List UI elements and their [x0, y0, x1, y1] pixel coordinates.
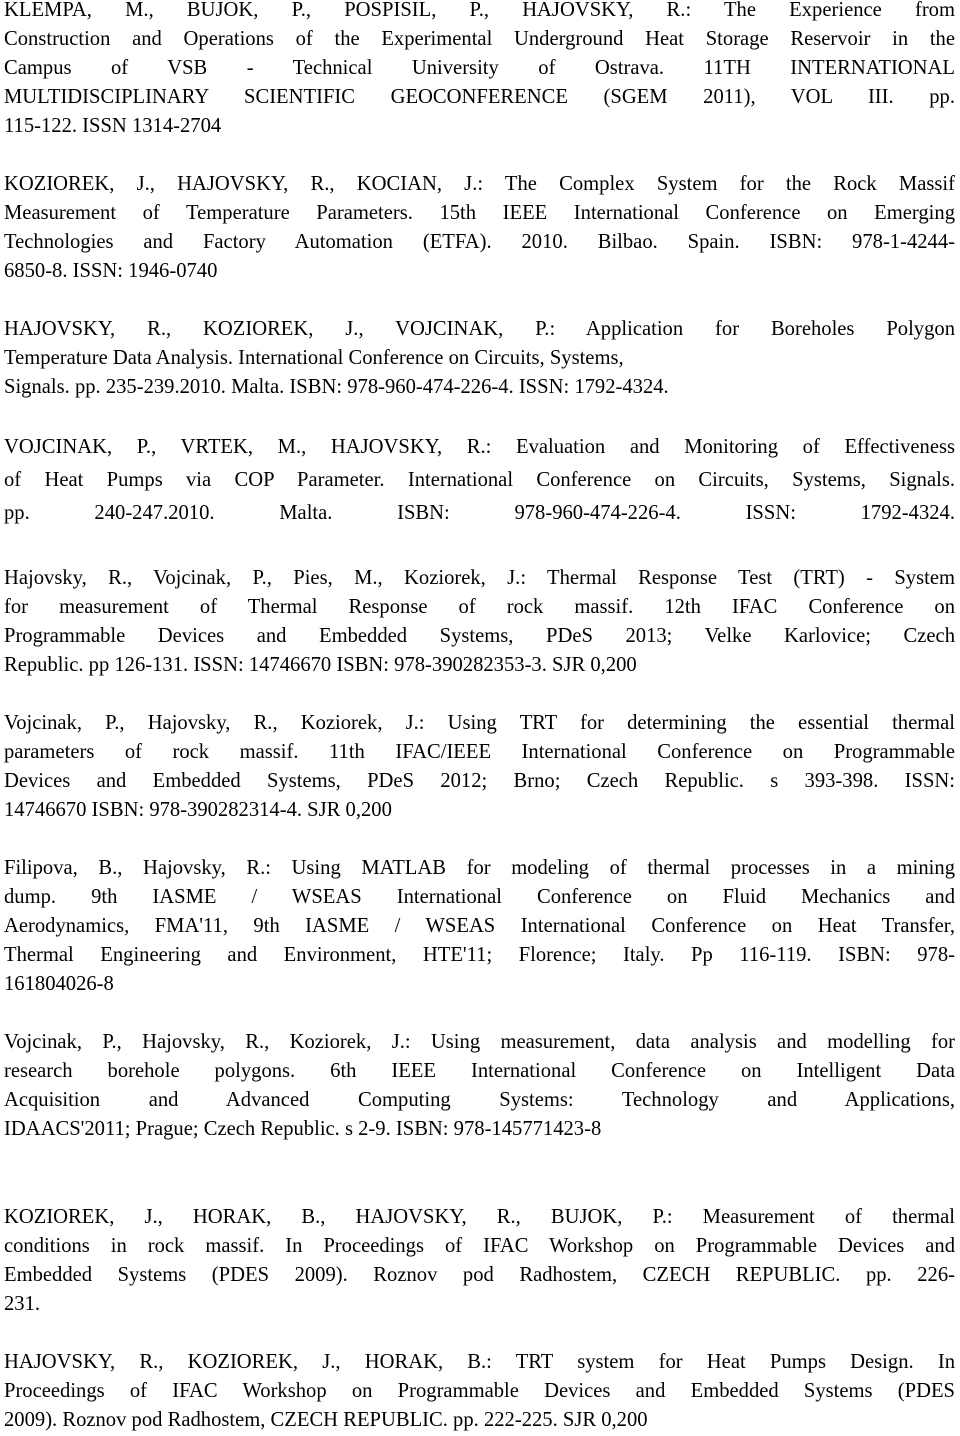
reference-entry-8: [4, 1028, 955, 1144]
reference-entry-9: [4, 1203, 955, 1319]
reference-line: Filipova, B., Hajovsky, R.: Using MATLAB for modeling of thermal processes in a mining: [4, 857, 955, 879]
reference-line: research borehole polygons. 6th IEEE International Conference on Intelligent Data: [4, 1060, 955, 1082]
reference-line: KLEMPA, M., BUJOK, P., POSPISIL, P., HAJOVSKY, R.: The Experience from: [4, 0, 955, 21]
reference-line: 115-122. ISSN 1314-2704: [4, 115, 222, 137]
reference-line: Thermal Engineering and Environment, HTE'11; Florence; Italy. Pp 116-119. ISBN: 978-: [4, 944, 955, 966]
reference-line: Programmable Devices and Embedded Systems, PDeS 2013; Velke Karlovice; Czech: [4, 625, 955, 647]
reference-line: parameters of rock massif. 11th IFAC/IEEE International Conference on Programmable: [4, 741, 955, 763]
reference-line: Acquisition and Advanced Computing Systems: Technology and Applications,: [4, 1089, 955, 1111]
reference-line: VOJCINAK, P., VRTEK, M., HAJOVSKY, R.: Evaluation and Monitoring of Effectiveness: [4, 436, 955, 458]
reference-line: Temperature Data Analysis. International Conference on Circuits, Systems,: [4, 347, 624, 369]
reference-line: MULTIDISCIPLINARY SCIENTIFIC GEOCONFERENCE (SGEM 2011), VOL III. pp.: [4, 86, 955, 108]
reference-line: 14746670 ISBN: 978-390282314-4. SJR 0,200: [4, 799, 392, 821]
reference-line: pp. 240-247.2010. Malta. ISBN: 978-960-474-226-4. ISSN: 1792-4324.: [4, 502, 955, 524]
reference-entry-7: [4, 854, 955, 999]
reference-line: Proceedings of IFAC Workshop on Programmable Devices and Embedded Systems (PDES: [4, 1380, 955, 1402]
reference-line: 2009). Roznov pod Radhostem, CZECH REPUBLIC. pp. 222-225. SJR 0,200: [4, 1409, 648, 1431]
reference-entry-6: [4, 709, 955, 825]
reference-line: Vojcinak, P., Hajovsky, R., Koziorek, J.: Using measurement, data analysis and modelling for: [4, 1031, 955, 1053]
reference-line: HAJOVSKY, R., KOZIOREK, J., VOJCINAK, P.: Application for Boreholes Polygon: [4, 318, 955, 340]
reference-line: KOZIOREK, J., HAJOVSKY, R., KOCIAN, J.: The Complex System for the Rock Massif: [4, 173, 955, 195]
reference-line: Aerodynamics, FMA'11, 9th IASME / WSEAS International Conference on Heat Transfer,: [4, 915, 955, 937]
reference-line: conditions in rock massif. In Proceedings of IFAC Workshop on Programmable Devices and: [4, 1235, 955, 1257]
reference-entry-2: [4, 170, 955, 286]
reference-entry-5: [4, 564, 955, 680]
reference-line: dump. 9th IASME / WSEAS International Conference on Fluid Mechanics and: [4, 886, 955, 908]
reference-line: Vojcinak, P., Hajovsky, R., Koziorek, J.: Using TRT for determining the essential thermal: [4, 712, 955, 734]
reference-line: 6850-8. ISSN: 1946-0740: [4, 260, 218, 282]
reference-line: Technologies and Factory Automation (ETFA). 2010. Bilbao. Spain. ISBN: 978-1-4244-: [4, 231, 955, 253]
reference-line: Devices and Embedded Systems, PDeS 2012; Brno; Czech Republic. s 393-398. ISSN:: [4, 770, 955, 792]
reference-line: IDAACS'2011; Prague; Czech Republic. s 2-9. ISBN: 978-145771423-8: [4, 1118, 602, 1140]
reference-line: KOZIOREK, J., HORAK, B., HAJOVSKY, R., BUJOK, P.: Measurement of thermal: [4, 1206, 955, 1228]
reference-entry-3: [4, 315, 955, 402]
reference-line: 231.: [4, 1293, 41, 1315]
reference-entry-1: [4, 0, 955, 141]
reference-entry-10: [4, 1348, 955, 1435]
reference-line: 161804026-8: [4, 973, 114, 995]
reference-line: Signals. pp. 235-239.2010. Malta. ISBN: 978-960-474-226-4. ISSN: 1792-4324.: [4, 376, 669, 398]
reference-line: Campus of VSB - Technical University of Ostrava. 11TH INTERNATIONAL: [4, 57, 955, 79]
reference-line: of Heat Pumps via COP Parameter. International Conference on Circuits, Systems, Signals.: [4, 469, 955, 491]
reference-line: Republic. pp 126-131. ISSN: 14746670 ISBN: 978-390282353-3. SJR 0,200: [4, 654, 637, 676]
reference-line: for measurement of Thermal Response of rock massif. 12th IFAC Conference on: [4, 596, 955, 618]
reference-line: Construction and Operations of the Experimental Underground Heat Storage Reservoir in the: [4, 28, 955, 50]
reference-line: HAJOVSKY, R., KOZIOREK, J., HORAK, B.: TRT system for Heat Pumps Design. In: [4, 1351, 955, 1373]
reference-line: Embedded Systems (PDES 2009). Roznov pod Radhostem, CZECH REPUBLIC. pp. 226-: [4, 1264, 955, 1286]
reference-line: Measurement of Temperature Parameters. 15th IEEE International Conference on Emerging: [4, 202, 955, 224]
reference-line: Hajovsky, R., Vojcinak, P., Pies, M., Koziorek, J.: Thermal Response Test (TRT) - System: [4, 567, 955, 589]
reference-entry-4: [4, 431, 955, 530]
